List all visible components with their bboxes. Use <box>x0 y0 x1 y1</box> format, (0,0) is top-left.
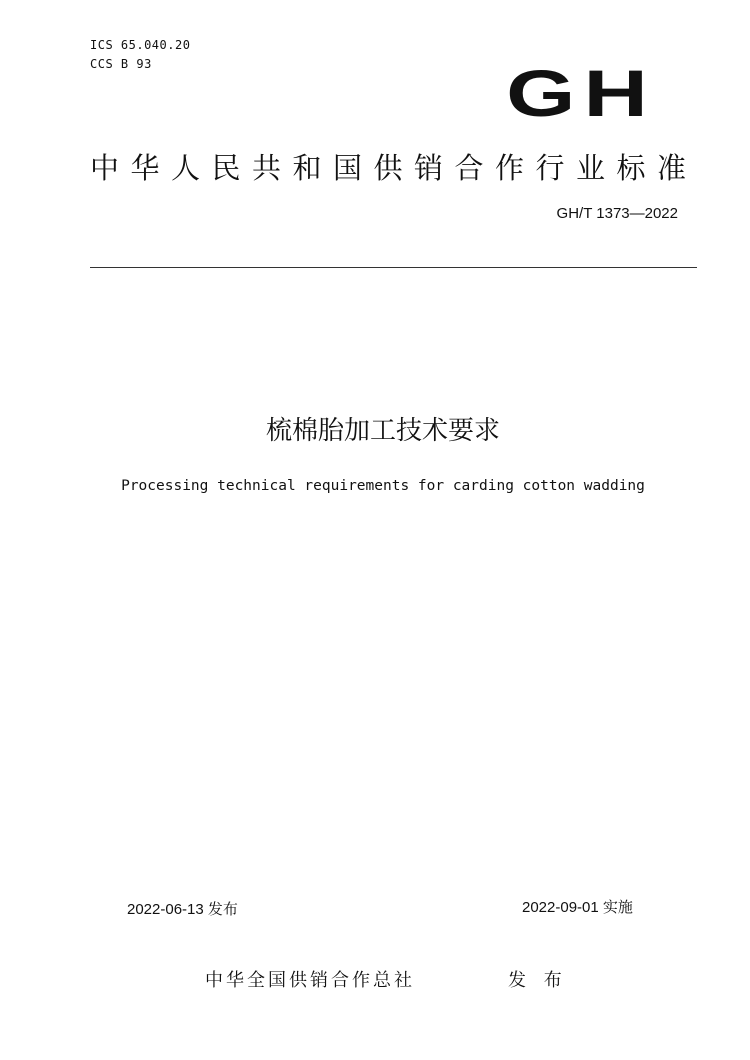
release-date: 2022-06-13 发布 <box>127 901 238 918</box>
document-title-english: Processing technical requirements for carding cotton wadding <box>121 478 645 494</box>
standard-number: GH/T 1373—2022 <box>556 205 678 222</box>
header-divider <box>90 267 697 268</box>
ics-code: ICS 65.040.20 <box>90 38 191 52</box>
ccs-code: CCS B 93 <box>90 57 152 71</box>
implementation-date: 2022-09-01 实施 <box>522 899 633 916</box>
gh-logo: GH <box>506 56 656 130</box>
publisher-name: 中华全国供销合作总社 <box>205 970 415 991</box>
document-title-chinese: 梳棉胎加工技术要求 <box>265 416 500 446</box>
standard-category-title: 中华人民共和国供销合作行业标准 <box>90 151 698 185</box>
publish-label: 发 布 <box>508 970 568 991</box>
